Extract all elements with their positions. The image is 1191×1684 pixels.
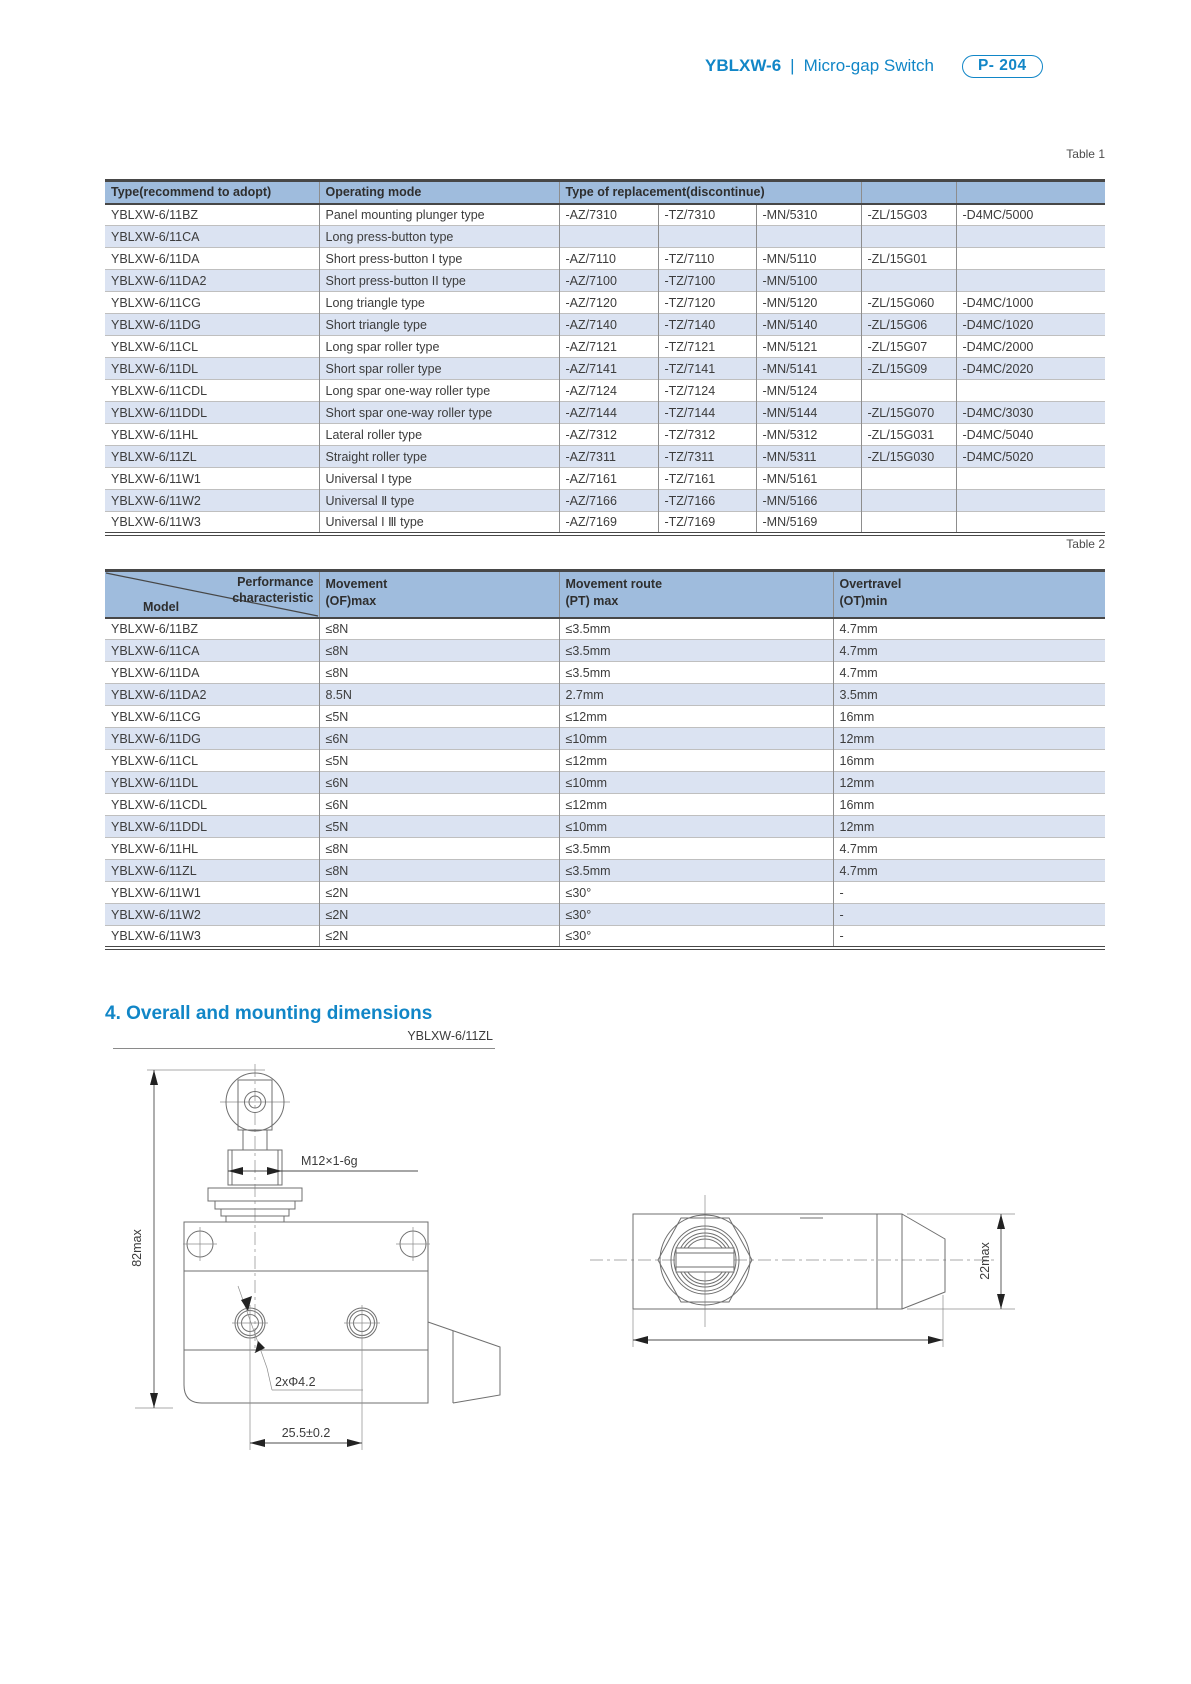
- col-type: Type(recommend to adopt): [105, 181, 319, 204]
- movement-cell: ≤5N: [319, 750, 559, 772]
- table-row: [105, 270, 1105, 292]
- type-cell: YBLXW-6/11HL: [105, 424, 319, 446]
- model-cell: YBLXW-6/11DA2: [105, 684, 319, 706]
- replacement-az-cell: -AZ/7312: [559, 424, 658, 446]
- replacement-mn-cell: -MN/5141: [756, 358, 861, 380]
- model-cell: YBLXW-6/11HL: [105, 838, 319, 860]
- diagonal-header-bottom: Model: [143, 599, 180, 614]
- replacement-d4mc-cell: -D4MC/5040: [956, 424, 1105, 446]
- replacement-mn-cell: -MN/5144: [756, 402, 861, 424]
- table-row: [105, 468, 1105, 490]
- replacement-d4mc-cell: -D4MC/2000: [956, 336, 1105, 358]
- replacement-zl-cell: -ZL/15G030: [861, 446, 956, 468]
- table-row: [105, 490, 1105, 512]
- replacement-az-cell: -AZ/7161: [559, 468, 658, 490]
- col-replacement-d4mc: [956, 181, 1105, 204]
- replacement-zl-cell: -ZL/15G07: [861, 336, 956, 358]
- type-cell: YBLXW-6/11DA: [105, 248, 319, 270]
- type-cell: YBLXW-6/11W2: [105, 490, 319, 512]
- replacement-tz-cell: -TZ/7141: [658, 358, 756, 380]
- replacement-mn-cell: -MN/5140: [756, 314, 861, 336]
- table-row: [105, 358, 1105, 380]
- page-number-badge: P- 204: [962, 55, 1043, 78]
- operating-mode-cell: Short press-button I type: [319, 248, 559, 270]
- movement-cell: ≤6N: [319, 728, 559, 750]
- performance-table: [105, 569, 1105, 950]
- replacement-tz-cell: -TZ/7124: [658, 380, 756, 402]
- type-cell: YBLXW-6/11DDL: [105, 402, 319, 424]
- model-cell: YBLXW-6/11CL: [105, 750, 319, 772]
- replacement-mn-cell: [756, 226, 861, 248]
- movement-route-cell: ≤10mm: [559, 728, 833, 750]
- replacement-d4mc-cell: [956, 226, 1105, 248]
- replacement-zl-cell: -ZL/15G06: [861, 314, 956, 336]
- overtravel-cell: 4.7mm: [833, 618, 1105, 640]
- replacement-zl-cell: [861, 490, 956, 512]
- movement-cell: ≤5N: [319, 816, 559, 838]
- table1-label: Table 1: [1066, 147, 1105, 161]
- replacement-az-cell: -AZ/7121: [559, 336, 658, 358]
- operating-mode-cell: Lateral roller type: [319, 424, 559, 446]
- replacement-mn-cell: -MN/5310: [756, 204, 861, 226]
- replacement-az-cell: -AZ/7144: [559, 402, 658, 424]
- replacement-mn-cell: -MN/5161: [756, 468, 861, 490]
- model-cell: YBLXW-6/11BZ: [111, 621, 199, 636]
- dim-22max: 22max: [978, 1242, 992, 1280]
- type-cell: YBLXW-6/11DG: [105, 314, 319, 336]
- replacement-az-cell: -AZ/7140: [559, 314, 658, 336]
- replacement-d4mc-cell: -D4MC/3030: [956, 402, 1105, 424]
- overtravel-cell: -: [833, 926, 1105, 948]
- page-header: [705, 53, 1043, 79]
- movement-route-cell: 2.7mm: [559, 684, 833, 706]
- movement-cell: ≤8N: [319, 618, 559, 640]
- replacement-tz-cell: -TZ/7140: [658, 314, 756, 336]
- replacement-zl-cell: [861, 380, 956, 402]
- overtravel-cell: 4.7mm: [833, 662, 1105, 684]
- replacement-d4mc-cell: -D4MC/5000: [956, 204, 1105, 226]
- operating-mode-cell: Universal Ⅰ type: [319, 468, 559, 490]
- table-row: [105, 640, 1105, 662]
- replacement-tz-cell: -TZ/7310: [658, 204, 756, 226]
- operating-mode-cell: Universal I Ⅲ type: [319, 512, 559, 534]
- type-cell: YBLXW-6/11BZ: [111, 207, 199, 222]
- table-row: [105, 794, 1105, 816]
- movement-route-cell: ≤3.5mm: [559, 640, 833, 662]
- type-cell: YBLXW-6/11W3: [105, 512, 319, 534]
- replacement-tz-cell: -TZ/7144: [658, 402, 756, 424]
- replacement-d4mc-cell: -D4MC/1000: [956, 292, 1105, 314]
- replacement-az-cell: -AZ/7110: [559, 248, 658, 270]
- replacement-mn-cell: -MN/5121: [756, 336, 861, 358]
- dim-thread: M12×1-6g: [301, 1154, 358, 1168]
- table-row: [105, 904, 1105, 926]
- replacement-mn-cell: -MN/5312: [756, 424, 861, 446]
- overtravel-cell: 4.7mm: [833, 640, 1105, 662]
- col-movement: Movement (OF)max: [319, 571, 559, 618]
- overtravel-cell: 12mm: [833, 816, 1105, 838]
- movement-route-cell: ≤3.5mm: [559, 838, 833, 860]
- replacement-mn-cell: -MN/5124: [756, 380, 861, 402]
- drawing-rule: [113, 1048, 495, 1049]
- replacement-d4mc-cell: [956, 248, 1105, 270]
- replacement-tz-cell: -TZ/7110: [658, 248, 756, 270]
- dim-holes: 2xΦ4.2: [275, 1375, 316, 1389]
- diagonal-header-cell: [105, 571, 319, 618]
- operating-mode-cell: Long spar roller type: [319, 336, 559, 358]
- replacement-d4mc-cell: [956, 380, 1105, 402]
- replacement-zl-cell: -ZL/15G060: [861, 292, 956, 314]
- movement-cell: ≤8N: [319, 640, 559, 662]
- overtravel-cell: 4.7mm: [833, 860, 1105, 882]
- table-row: [105, 618, 1105, 640]
- table1-header-row: [105, 181, 1105, 204]
- movement-route-cell: ≤30°: [559, 904, 833, 926]
- overtravel-cell: 4.7mm: [833, 838, 1105, 860]
- table-row: [105, 292, 1105, 314]
- operating-mode-cell: Long spar one-way roller type: [319, 380, 559, 402]
- drawing-model-label: YBLXW-6/11ZL: [407, 1029, 493, 1043]
- movement-cell: ≤2N: [319, 926, 559, 948]
- type-cell: YBLXW-6/11ZL: [105, 446, 319, 468]
- replacement-az-cell: -AZ/7100: [559, 270, 658, 292]
- type-cell: YBLXW-6/11CL: [105, 336, 319, 358]
- table-row: [105, 728, 1105, 750]
- overtravel-cell: 16mm: [833, 706, 1105, 728]
- movement-route-cell: ≤10mm: [559, 816, 833, 838]
- table-row: [105, 816, 1105, 838]
- overtravel-cell: 16mm: [833, 794, 1105, 816]
- replacement-d4mc-cell: [956, 468, 1105, 490]
- table-row: [105, 512, 1105, 534]
- table-row: [105, 706, 1105, 728]
- movement-route-cell: ≤3.5mm: [559, 860, 833, 882]
- movement-cell: ≤8N: [319, 838, 559, 860]
- replacement-mn-cell: -MN/5110: [756, 248, 861, 270]
- operating-mode-cell: Long triangle type: [319, 292, 559, 314]
- replacement-mn-cell: -MN/5166: [756, 490, 861, 512]
- model-cell: YBLXW-6/11DL: [105, 772, 319, 794]
- movement-route-cell: ≤12mm: [559, 706, 833, 728]
- replacement-az-cell: -AZ/7120: [559, 292, 658, 314]
- model-cell: YBLXW-6/11ZL: [105, 860, 319, 882]
- replacement-tz-cell: -TZ/7161: [658, 468, 756, 490]
- operating-mode-cell: Universal Ⅱ type: [319, 490, 559, 512]
- type-cell: YBLXW-6/11CDL: [105, 380, 319, 402]
- table-row: [105, 204, 1105, 226]
- movement-cell: ≤6N: [319, 772, 559, 794]
- table-row: [105, 772, 1105, 794]
- col-overtravel: Overtravel (OT)min: [833, 571, 1105, 618]
- movement-route-cell: ≤10mm: [559, 772, 833, 794]
- model-cell: YBLXW-6/11CA: [105, 640, 319, 662]
- replacement-az-cell: -AZ/7169: [559, 512, 658, 534]
- table-row: [105, 882, 1105, 904]
- overtravel-cell: 16mm: [833, 750, 1105, 772]
- product-model: YBLXW-6: [705, 56, 782, 75]
- dim-82max: 82max: [130, 1229, 144, 1267]
- movement-cell: ≤5N: [319, 706, 559, 728]
- movement-route-cell: ≤3.5mm: [559, 618, 833, 640]
- operating-mode-cell: Panel mounting plunger type: [319, 204, 559, 226]
- replacement-d4mc-cell: [956, 512, 1105, 534]
- replacement-d4mc-cell: [956, 490, 1105, 512]
- movement-cell: ≤8N: [319, 662, 559, 684]
- replacement-table: [105, 179, 1105, 536]
- table-row: [105, 446, 1105, 468]
- table-row: [105, 248, 1105, 270]
- movement-route-cell: ≤12mm: [559, 794, 833, 816]
- overtravel-cell: 12mm: [833, 772, 1105, 794]
- replacement-tz-cell: [658, 226, 756, 248]
- operating-mode-cell: Long press-button type: [319, 226, 559, 248]
- table-row: [105, 402, 1105, 424]
- side-view-drawing: [575, 1095, 1025, 1365]
- replacement-tz-cell: -TZ/7121: [658, 336, 756, 358]
- movement-route-cell: ≤30°: [559, 882, 833, 904]
- replacement-d4mc-cell: -D4MC/1020: [956, 314, 1105, 336]
- table-row: [105, 662, 1105, 684]
- product-name: Micro-gap Switch: [803, 56, 934, 75]
- replacement-zl-cell: -ZL/15G031: [861, 424, 956, 446]
- operating-mode-cell: Short spar one-way roller type: [319, 402, 559, 424]
- type-cell: YBLXW-6/11CA: [105, 226, 319, 248]
- model-cell: YBLXW-6/11W2: [105, 904, 319, 926]
- replacement-tz-cell: -TZ/7312: [658, 424, 756, 446]
- replacement-tz-cell: -TZ/7100: [658, 270, 756, 292]
- operating-mode-cell: Short triangle type: [319, 314, 559, 336]
- replacement-zl-cell: [861, 512, 956, 534]
- overtravel-cell: -: [833, 882, 1105, 904]
- replacement-zl-cell: -ZL/15G03: [861, 204, 956, 226]
- table2-label: Table 2: [1066, 537, 1105, 551]
- replacement-az-cell: -AZ/7166: [559, 490, 658, 512]
- model-cell: YBLXW-6/11W3: [105, 926, 319, 948]
- col-operating-mode: Operating mode: [319, 181, 559, 204]
- dim-hole-spacing: 25.5±0.2: [281, 1426, 331, 1440]
- model-cell: YBLXW-6/11CG: [105, 706, 319, 728]
- replacement-mn-cell: -MN/5169: [756, 512, 861, 534]
- table-row: [105, 750, 1105, 772]
- model-cell: YBLXW-6/11CDL: [105, 794, 319, 816]
- front-view-drawing: [105, 1058, 525, 1458]
- movement-route-cell: ≤12mm: [559, 750, 833, 772]
- type-cell: YBLXW-6/11DA2: [105, 270, 319, 292]
- replacement-d4mc-cell: [956, 270, 1105, 292]
- table-row: [105, 926, 1105, 948]
- replacement-mn-cell: -MN/5100: [756, 270, 861, 292]
- type-cell: YBLXW-6/11DL: [105, 358, 319, 380]
- replacement-tz-cell: -TZ/7169: [658, 512, 756, 534]
- model-cell: YBLXW-6/11DA: [105, 662, 319, 684]
- table-row: [105, 314, 1105, 336]
- operating-mode-cell: Short press-button II type: [319, 270, 559, 292]
- replacement-az-cell: -AZ/7141: [559, 358, 658, 380]
- model-cell: YBLXW-6/11W1: [105, 882, 319, 904]
- section-title: 4. Overall and mounting dimensions: [105, 1003, 433, 1024]
- replacement-mn-cell: -MN/5311: [756, 446, 861, 468]
- col-movement-route: Movement route (PT) max: [559, 571, 833, 618]
- replacement-az-cell: -AZ/7311: [559, 446, 658, 468]
- movement-cell: ≤6N: [319, 794, 559, 816]
- movement-cell: ≤2N: [319, 882, 559, 904]
- model-cell: YBLXW-6/11DG: [105, 728, 319, 750]
- replacement-d4mc-cell: -D4MC/2020: [956, 358, 1105, 380]
- col-replacement-zl: [861, 181, 956, 204]
- movement-cell: ≤2N: [319, 904, 559, 926]
- table2-header-row: [105, 571, 1105, 618]
- table-row: [105, 684, 1105, 706]
- replacement-zl-cell: -ZL/15G01: [861, 248, 956, 270]
- type-cell: YBLXW-6/11CG: [105, 292, 319, 314]
- table-row: [105, 838, 1105, 860]
- table-row: [105, 860, 1105, 882]
- replacement-zl-cell: [861, 226, 956, 248]
- table-row: [105, 336, 1105, 358]
- overtravel-cell: 3.5mm: [833, 684, 1105, 706]
- header-separator: |: [790, 56, 795, 75]
- model-cell: YBLXW-6/11DDL: [105, 816, 319, 838]
- replacement-az-cell: -AZ/7310: [559, 204, 658, 226]
- col-replacement: Type of replacement(discontinue): [559, 181, 861, 204]
- operating-mode-cell: Short spar roller type: [319, 358, 559, 380]
- replacement-zl-cell: [861, 270, 956, 292]
- table-row: [105, 380, 1105, 402]
- replacement-mn-cell: -MN/5120: [756, 292, 861, 314]
- overtravel-cell: -: [833, 904, 1105, 926]
- diagonal-header-top: Performance characteristic: [232, 575, 314, 605]
- table-row: [105, 424, 1105, 446]
- replacement-zl-cell: [861, 468, 956, 490]
- replacement-tz-cell: -TZ/7166: [658, 490, 756, 512]
- overtravel-cell: 12mm: [833, 728, 1105, 750]
- movement-cell: 8.5N: [319, 684, 559, 706]
- movement-route-cell: ≤3.5mm: [559, 662, 833, 684]
- replacement-az-cell: [559, 226, 658, 248]
- type-cell: YBLXW-6/11W1: [105, 468, 319, 490]
- replacement-az-cell: -AZ/7124: [559, 380, 658, 402]
- operating-mode-cell: Straight roller type: [319, 446, 559, 468]
- replacement-d4mc-cell: -D4MC/5020: [956, 446, 1105, 468]
- table-row: [105, 226, 1105, 248]
- movement-route-cell: ≤30°: [559, 926, 833, 948]
- movement-cell: ≤8N: [319, 860, 559, 882]
- replacement-zl-cell: -ZL/15G070: [861, 402, 956, 424]
- replacement-tz-cell: -TZ/7120: [658, 292, 756, 314]
- replacement-tz-cell: -TZ/7311: [658, 446, 756, 468]
- replacement-zl-cell: -ZL/15G09: [861, 358, 956, 380]
